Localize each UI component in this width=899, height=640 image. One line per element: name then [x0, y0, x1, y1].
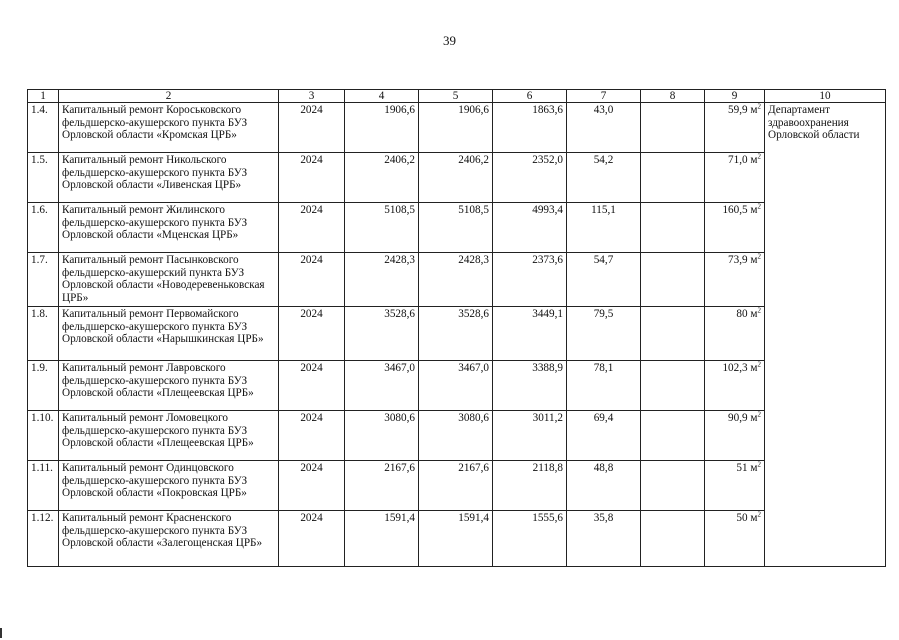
value-col-7: 54,2 — [567, 153, 641, 203]
area-value: 59,9 м — [728, 104, 758, 116]
value-col-5: 3080,6 — [419, 411, 493, 461]
area-unit-superscript: 2 — [757, 360, 761, 369]
table-row — [28, 361, 886, 411]
project-name: Капитальный ремонт Красненского фельдшерско-акушерского пункта БУЗ Орловской области «Залегощенская ЦРБ» — [59, 511, 279, 567]
department-cell — [765, 461, 886, 511]
header-cell-10: 10 — [765, 90, 886, 103]
value-col-7: 78,1 — [567, 361, 641, 411]
row-number: 1.5. — [28, 153, 59, 203]
row-number: 1.9. — [28, 361, 59, 411]
row-number: 1.11. — [28, 461, 59, 511]
program-table — [27, 89, 886, 567]
value-col-6: 3388,9 — [493, 361, 567, 411]
value-col-6: 2118,8 — [493, 461, 567, 511]
table-row — [28, 153, 886, 203]
row-number: 1.10. — [28, 411, 59, 461]
value-col-6: 1555,6 — [493, 511, 567, 567]
value-col-6: 2373,6 — [493, 253, 567, 307]
table-row — [28, 511, 886, 567]
year-cell: 2024 — [279, 361, 345, 411]
value-col-4: 2167,6 — [345, 461, 419, 511]
project-name: Капитальный ремонт Пасынковского фельдшерско-акушерский пункта БУЗ Орловской области «Новодеревеньковская ЦРБ» — [59, 253, 279, 307]
area-value: 160,5 м — [722, 204, 758, 216]
value-col-8 — [641, 511, 705, 567]
value-col-5: 1906,6 — [419, 103, 493, 153]
header-cell-3: 3 — [279, 90, 345, 103]
table-row — [28, 103, 886, 153]
value-col-8 — [641, 103, 705, 153]
department-cell — [765, 153, 886, 203]
row-number: 1.8. — [28, 307, 59, 361]
area-value: 51 м — [736, 462, 758, 474]
year-cell: 2024 — [279, 307, 345, 361]
value-col-5: 1591,4 — [419, 511, 493, 567]
area-cell — [705, 411, 765, 461]
value-col-4: 2428,3 — [345, 253, 419, 307]
value-col-7: 69,4 — [567, 411, 641, 461]
area-cell — [705, 307, 765, 361]
project-name: Капитальный ремонт Одинцовского фельдшерско-акушерского пункта БУЗ Орловской области «Покровская ЦРБ» — [59, 461, 279, 511]
header-cell-5: 5 — [419, 90, 493, 103]
project-name: Капитальный ремонт Первомайского фельдшерско-акушерского пункта БУЗ Орловской области «Нарышкинская ЦРБ» — [59, 307, 279, 361]
value-col-7: 79,5 — [567, 307, 641, 361]
value-col-4: 3080,6 — [345, 411, 419, 461]
row-number: 1.4. — [28, 103, 59, 153]
value-col-5: 2428,3 — [419, 253, 493, 307]
value-col-4: 2406,2 — [345, 153, 419, 203]
area-cell — [705, 511, 765, 567]
value-col-8 — [641, 153, 705, 203]
area-unit-superscript: 2 — [757, 306, 761, 315]
value-col-7: 54,7 — [567, 253, 641, 307]
area-value: 102,3 м — [722, 362, 758, 374]
value-col-8 — [641, 361, 705, 411]
header-cell-8: 8 — [641, 90, 705, 103]
table-row — [28, 411, 886, 461]
value-col-5: 5108,5 — [419, 203, 493, 253]
value-col-5: 2406,2 — [419, 153, 493, 203]
value-col-8 — [641, 203, 705, 253]
area-unit-superscript: 2 — [757, 410, 761, 419]
project-name: Капитальный ремонт Ломовецкого фельдшерско-акушерского пункта БУЗ Орловской области «Плещеевская ЦРБ» — [59, 411, 279, 461]
department-cell — [765, 253, 886, 307]
department-cell — [765, 411, 886, 461]
value-col-8 — [641, 253, 705, 307]
value-col-5: 3467,0 — [419, 361, 493, 411]
value-col-7: 43,0 — [567, 103, 641, 153]
value-col-8 — [641, 307, 705, 361]
year-cell: 2024 — [279, 103, 345, 153]
area-cell — [705, 103, 765, 153]
department-cell — [765, 511, 886, 567]
value-col-5: 2167,6 — [419, 461, 493, 511]
area-unit-superscript: 2 — [757, 152, 761, 161]
value-col-6: 3449,1 — [493, 307, 567, 361]
area-cell — [705, 203, 765, 253]
value-col-7: 115,1 — [567, 203, 641, 253]
area-value: 90,9 м — [728, 412, 758, 424]
value-col-7: 48,8 — [567, 461, 641, 511]
header-cell-6: 6 — [493, 90, 567, 103]
table-row — [28, 307, 886, 361]
header-cell-2: 2 — [59, 90, 279, 103]
page-number: 39 — [443, 33, 456, 48]
value-col-6: 3011,2 — [493, 411, 567, 461]
value-col-6: 1863,6 — [493, 103, 567, 153]
value-col-8 — [641, 461, 705, 511]
value-col-4: 1906,6 — [345, 103, 419, 153]
project-name: Капитальный ремонт Лавровского фельдшерско-акушерского пункта БУЗ Орловской области «Плещеевская ЦРБ» — [59, 361, 279, 411]
value-col-5: 3528,6 — [419, 307, 493, 361]
area-unit-superscript: 2 — [757, 102, 761, 111]
row-number: 1.7. — [28, 253, 59, 307]
table-row — [28, 203, 886, 253]
project-name: Капитальный ремонт Жилинского фельдшерско-акушерского пункта БУЗ Орловской области «Мценская ЦРБ» — [59, 203, 279, 253]
area-cell — [705, 361, 765, 411]
area-unit-superscript: 2 — [757, 252, 761, 261]
area-cell — [705, 153, 765, 203]
value-col-4: 5108,5 — [345, 203, 419, 253]
header-cell-1: 1 — [28, 90, 59, 103]
row-number: 1.6. — [28, 203, 59, 253]
value-col-8 — [641, 411, 705, 461]
area-cell — [705, 253, 765, 307]
department-cell — [765, 307, 886, 361]
area-value: 80 м — [736, 308, 758, 320]
value-col-6: 4993,4 — [493, 203, 567, 253]
table-row — [28, 461, 886, 511]
header-cell-7: 7 — [567, 90, 641, 103]
area-unit-superscript: 2 — [757, 510, 761, 519]
area-value: 50 м — [736, 512, 758, 524]
header-cell-4: 4 — [345, 90, 419, 103]
table-row — [28, 253, 886, 307]
row-number: 1.12. — [28, 511, 59, 567]
value-col-4: 1591,4 — [345, 511, 419, 567]
year-cell: 2024 — [279, 461, 345, 511]
department-cell: Департамент здравоохранения Орловской области — [765, 103, 886, 153]
value-col-7: 35,8 — [567, 511, 641, 567]
department-cell — [765, 361, 886, 411]
area-value: 73,9 м — [728, 254, 758, 266]
area-cell — [705, 461, 765, 511]
year-cell: 2024 — [279, 203, 345, 253]
department-cell — [765, 203, 886, 253]
value-col-6: 2352,0 — [493, 153, 567, 203]
scan-edge-mark — [0, 628, 2, 638]
value-col-4: 3528,6 — [345, 307, 419, 361]
area-unit-superscript: 2 — [757, 460, 761, 469]
year-cell: 2024 — [279, 153, 345, 203]
year-cell: 2024 — [279, 253, 345, 307]
project-name: Капитальный ремонт Никольского фельдшерско-акушерского пункта БУЗ Орловской области «Ливенская ЦРБ» — [59, 153, 279, 203]
year-cell: 2024 — [279, 511, 345, 567]
area-unit-superscript: 2 — [757, 202, 761, 211]
area-value: 71,0 м — [728, 154, 758, 166]
project-name: Капитальный ремонт Короськовского фельдшерско-акушерского пункта БУЗ Орловской области «Кромская ЦРБ» — [59, 103, 279, 153]
table-body — [28, 90, 886, 567]
year-cell: 2024 — [279, 411, 345, 461]
header-row — [28, 90, 886, 103]
header-cell-9: 9 — [705, 90, 765, 103]
value-col-4: 3467,0 — [345, 361, 419, 411]
